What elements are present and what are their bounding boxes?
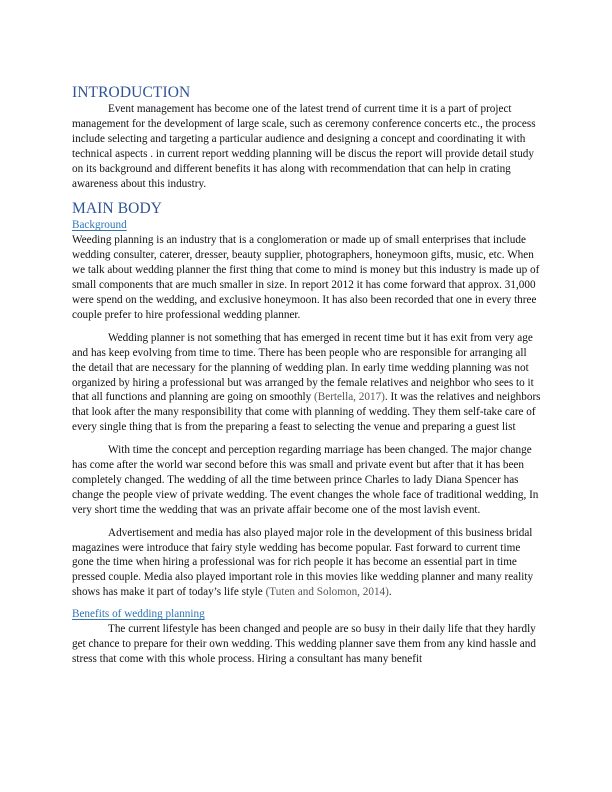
introduction-heading: INTRODUCTION <box>72 84 191 101</box>
background-paragraph-1: Weeding planning is an industry that is a conglomeration or made up of small enterprises that include wedding consulter, caterer, dresser, beauty supplier, photographers, honeymoon gifts, music, etc. When we talk about wedding planner the first thing that come to mind is money but this industry is made up of small components that are much smaller in size. In report 2012 it has come forward that approx. 31,000 were spend on the wedding, and exclusive honeymoon. It has also been recorded that one in every three couple prefer to hire professional wedding planner. <box>72 234 540 321</box>
background-paragraph-2-text: Wedding planner is not something that has emerged in recent time but it has exit from very age and has keep evolving from time to time. There has been people who are responsible for arranging all the detail that are necessary for the planning of wedding plan. In early time wedding planning was not organized by hiring a professional but was arranged by the female relatives and neighbor who sees to it that all functions and planning are going on smoothly <box>72 331 534 404</box>
benefits-heading: Benefits of wedding planning <box>72 608 205 621</box>
background-paragraph-2 <box>72 331 542 435</box>
benefits-paragraph-1: The current lifestyle has been changed and people are so busy in their daily life that they hardly get chance to prepare for their own wedding. This wedding planner save them from any kind hassle and stress that come with this whole process. Hiring a consultant has many benefit <box>72 623 536 665</box>
citation-tuten-solomon: (Tuten and Solomon, 2014) <box>265 586 389 599</box>
main-body-heading: MAIN BODY <box>72 200 163 218</box>
background-heading <box>72 218 542 233</box>
background-paragraph-4-text-end: . <box>388 586 392 599</box>
background-heading-text: Background <box>72 219 127 232</box>
background-paragraph-4 <box>72 526 542 601</box>
background-paragraph-2-text-end: . It was the relatives and neighbors that look after the many responsibility that come with planning of wedding. They them self-take care of every single thing that is from the preparing a feast to selecting the venue and preparing a guest list <box>72 391 541 434</box>
background-paragraph-3: With time the concept and perception regarding marriage has been changed. The major change has come after the world war second before this was small and private event but after that it has been completely changed. The wedding of all the time between prince Charles to lady Diana Spencer has change the people view of private wedding. The event changes the whole face of traditional wedding, In very short time the wedding that was an private affair become one of the most lavish event. <box>72 444 539 516</box>
introduction-paragraph: Event management has become one of the latest trend of current time it is a part of project management for the development of large scale, such as ceremony conference concerts etc., the process include selecting and targeting a particular audience and designing a concept and coordinating it with technical aspects . in current report wedding planning will be discus the report will provide detail study on its background and different benefits it has along with recommendation that can help in crating awareness about this industry. <box>72 103 536 190</box>
citation-bertella: (Bertella, 2017) <box>314 391 385 404</box>
document-page <box>72 84 542 667</box>
background-paragraph-4-text: Advertisement and media has also played major role in the development of this business bridal magazines were introduce that fairy style wedding has become popular. Fast forward to current time gone the time when hiring a professional was for rich people it has become an essential part in time pressed couple. Media also played important role in this movies like wedding planner and many reality shows has make it part of today’s life style <box>72 526 534 599</box>
